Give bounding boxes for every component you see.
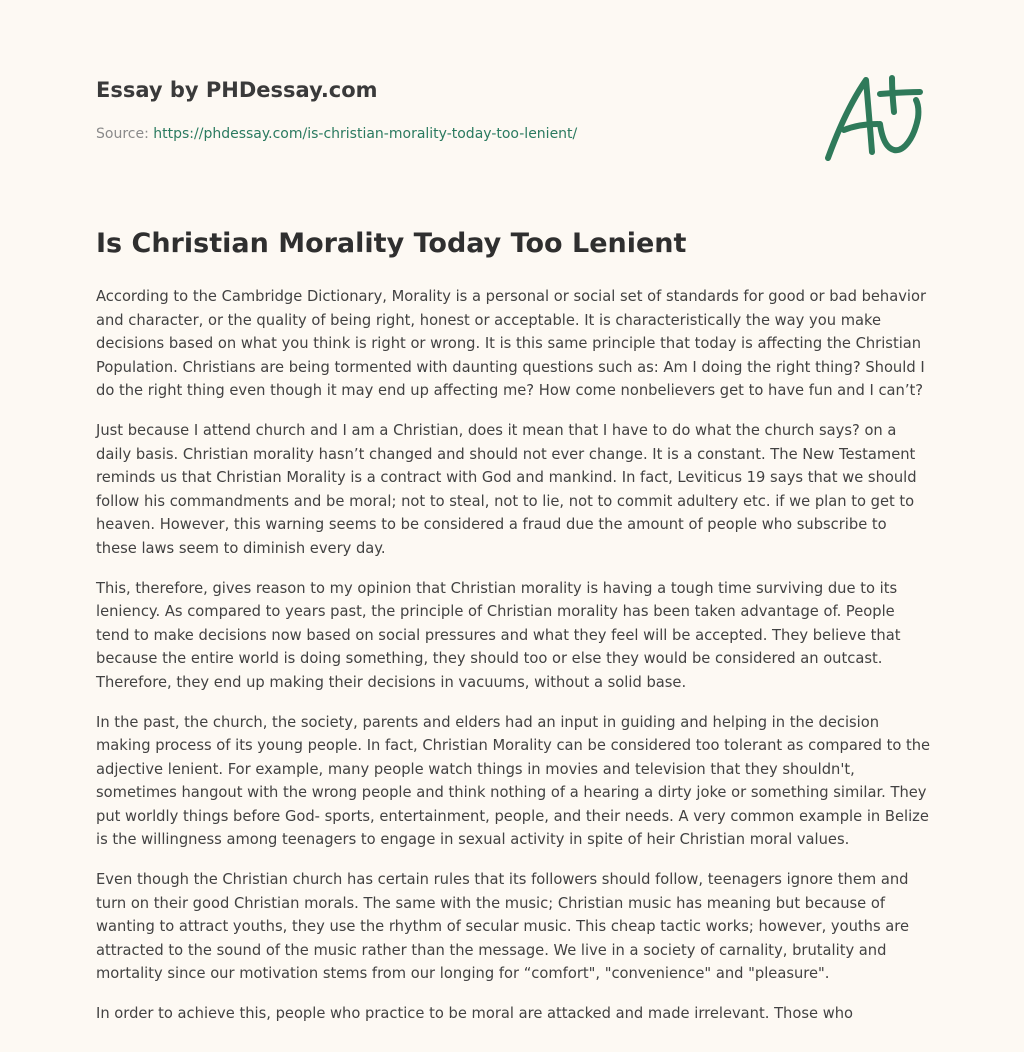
- brand-title: Essay by PHDessay.com: [96, 78, 378, 102]
- source-line: [96, 124, 796, 144]
- essay-paragraph: According to the Cambridge Dictionary, Morality is a personal or social set of standards for good or bad behavior and character, or the quality of being right, honest or acceptable. It is characteristically the way you make decisions based on what you think is right or wrong. It is this same principle that today is affecting the Christian Population. Christians are being tormented with daunting questions such as: Am I doing the right thing? Should I do the right thing even though it may end up affecting me? How come nonbelievers get to have fun and I can’t?: [96, 288, 927, 400]
- essay-header: [96, 76, 796, 144]
- essay-title: Is Christian Morality Today Too Lenient: [96, 228, 687, 259]
- source-link[interactable]: https://phdessay.com/is-christian-morality-today-too-lenient/: [153, 126, 578, 142]
- essay-paragraph: In order to achieve this, people who practice to be moral are attacked and made irrelevant. Those who: [96, 1005, 854, 1023]
- essay-paragraph: Just because I attend church and I am a Christian, does it mean that I have to do what the church says? on a daily basis. Christian morality hasn’t changed and should not ever change. It is a constant. The New Testament reminds us that Christian Morality is a contract with God and mankind. In fact, Leviticus 19 says that we should follow his commandments and be moral; not to steal, not to lie, not to commit adultery etc. if we plan to get to heaven. However, this warning seems to be considered a fraud due the amount of people who subscribe to these laws seem to diminish every day.: [96, 421, 917, 557]
- essay-paragraph: In the past, the church, the society, parents and elders had an input in guiding and helping in the decision making process of its young people. In fact, Christian Morality can be considered too tolerant as compared to the adjective lenient. For example, many people watch things in movies and television that they shouldn't, sometimes hangout with the wrong people and think nothing of a hearing a dirty joke or something similar. They put worldly things before God- sports, entertainment, people, and their needs. A very common example in Belize is the willingness among teenagers to engage in sexual activity in spite of heir Christian moral values.: [96, 713, 931, 849]
- essay-paragraph: Even though the Christian church has certain rules that its followers should follow, teenagers ignore them and turn on their good Christian morals. The same with the music; Christian music has meaning but because of wanting to attract youths, they use the rhythm of secular music. This cheap tactic works; however, youths are attracted to the sound of the music rather than the message. We live in a society of carnality, brutality and mortality since our motivation stems from our longing for “comfort", "convenience" and "pleasure".: [96, 871, 910, 983]
- source-label: Source:: [96, 126, 149, 142]
- essay-paragraph: This, therefore, gives reason to my opinion that Christian morality is having a tough time surviving due to its leniency. As compared to years past, the principle of Christian morality has been taken advantage of. People tend to make decisions now based on social pressures and what they feel will be accepted. They believe that because the entire world is doing something, they should too or else they would be considered an outcast. Therefore, they end up making their decisions in vacuums, without a solid base.: [96, 579, 901, 691]
- a-plus-logo-icon: [822, 68, 930, 164]
- essay-body: [96, 285, 932, 1042]
